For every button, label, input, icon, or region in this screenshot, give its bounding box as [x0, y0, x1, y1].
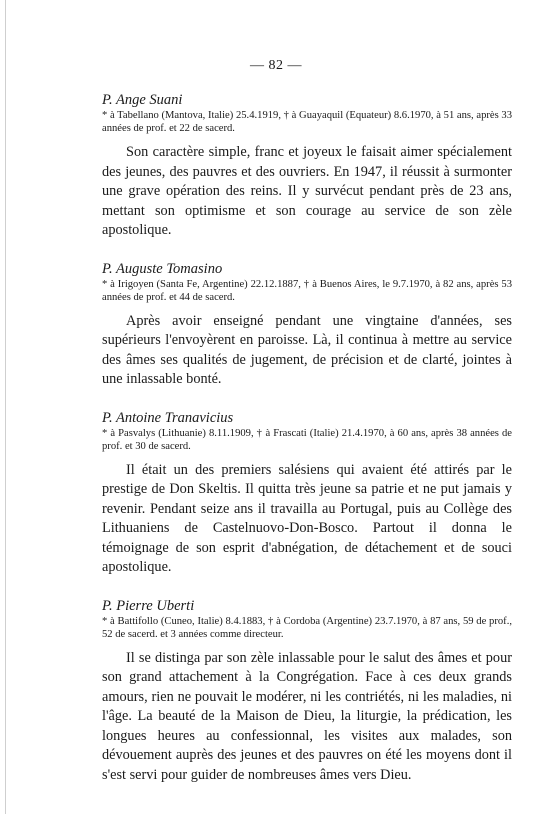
obituary-entry	[102, 410, 512, 578]
obituary-entry	[102, 261, 512, 390]
obituary-entry	[102, 92, 512, 241]
obituary-list	[102, 92, 512, 805]
obituary-entry	[102, 598, 512, 786]
entry-biographical-data: * à Battifollo (Cuneo, Italie) 8.4.1883, † à Cordoba (Argentine) 23.7.1970, à 87 ans, 59 de prof., 52 de sacerd. et 3 années comme directeur.	[102, 615, 512, 640]
entry-name: P. Auguste Tomasino	[102, 260, 223, 277]
entry-text: Son caractère simple, franc et joyeux le faisait aimer spécialement des jeunes, des pauvres et des ouvriers. En 1947, il réussit à surmonter une grave opération des reins. Il y survécut pendant près de 23 ans, mettant son optimisme et son courage au service de son zèle apostolique.	[102, 144, 512, 238]
entry-name: P. Ange Suani	[102, 92, 183, 108]
entry-text: Il se distinga par son zèle inlassable pour le salut des âmes et pour son grand attachement à la Congrégation. Face à ces deux grands amours, rien ne pouvait le modérer, ni les contriétés, ni les maladies, ni l'âge. La beauté de la Maison de Dieu, la liturgie, la prédication, les longues heures au confessionnal, les visites aux malades, son dévouement auprès des jeunes et des pauvres on été les moyens dont il s'est servi pour guider de nombreuses âmes vers Dieu.	[102, 649, 512, 783]
entry-name: P. Pierre Uberti	[102, 597, 195, 614]
entry-name: P. Antoine Tranavicius	[102, 409, 234, 426]
page-number: — 82 —	[250, 58, 302, 73]
entry-text: Après avoir enseigné pendant une vingtaine d'années, ses supérieurs l'envoyèrent en paroisse. Là, il continua à mettre au service des âmes ses qualités de jugement, de précision et de clarté, jointes à une inlassable bonté.	[102, 312, 512, 387]
entry-text: Il était un des premiers salésiens qui avaient été attirés par le prestige de Don Skeltis. Il quitta très jeune sa patrie et ne put jamais y revenir. Pendant seize ans il travailla au Portugal, puis au Collège des Lithuaniens de Castelnuovo-Don-Bosco. Partout il donna le témoignage de son esprit d'abnégation, de détachement et de souci apostolique.	[102, 461, 512, 575]
entry-biographical-data: * à Irigoyen (Santa Fe, Argentine) 22.12.1887, † à Buenos Aires, le 9.7.1970, à 82 ans, après 53 années de prof. et 44 de sacerd.	[102, 278, 512, 303]
entry-biographical-data: * à Pasvalys (Lithuanie) 8.11.1909, † à Frascati (Italie) 21.4.1970, à 60 ans, après 38 années de prof. et 30 de sacerd.	[102, 427, 512, 452]
entry-biographical-data: * à Tabellano (Mantova, Italie) 25.4.1919, † à Guayaquil (Equateur) 8.6.1970, à 51 ans, après 33 années de prof. et 22 de sacerd.	[102, 110, 512, 134]
page-edge-rule	[5, 0, 6, 814]
